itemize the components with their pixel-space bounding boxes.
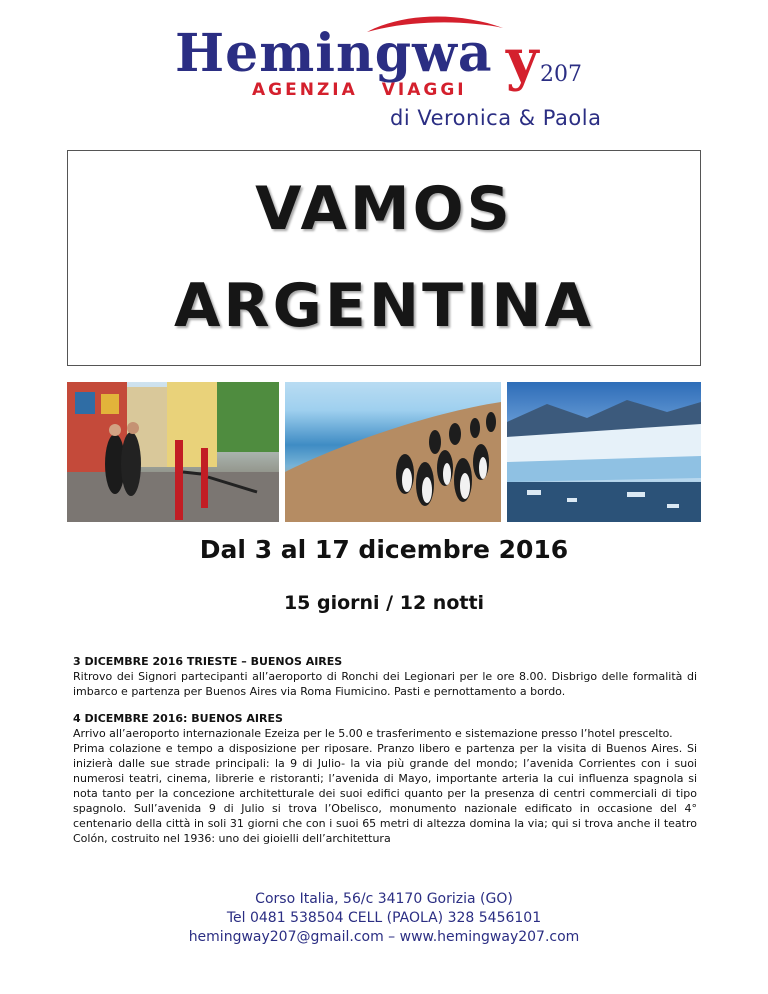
title-box — [67, 150, 701, 366]
logo-subtitle — [252, 80, 467, 100]
footer-phone: Tel 0481 538504 CELL (PAOLA) 328 5456101 — [226, 910, 542, 926]
logo-sub-left: AGENZIA — [252, 80, 358, 100]
title-line-2: ARGENTINA — [174, 271, 594, 341]
day-paragraph: Ritrovo dei Signori partecipanti all’aeroporto di Ronchi dei Legionari per le ore 8.00. Disbrigo delle formalità di imbarco e partenza per Buenos Aires via Roma Fiumicino. Pasti e pernottamento a bordo. — [73, 670, 697, 698]
day-heading: 4 DICEMBRE 2016: BUENOS AIRES — [73, 712, 283, 725]
glacier-scene-icon — [507, 382, 701, 522]
itinerary — [73, 654, 697, 846]
logo-wordmark: Hemingwa — [175, 23, 493, 84]
photo-glacier — [507, 382, 701, 522]
day-heading: 3 DICEMBRE 2016 TRIESTE – BUENOS AIRES — [73, 655, 343, 668]
agency-logo — [150, 12, 630, 132]
logo-exclaim-letter: y — [506, 27, 539, 93]
day-paragraph: Arrivo all’aeroporto internazionale Ezeiza per le 5.00 e trasferimento e sistemazione presso l’hotel prescelto. — [73, 727, 673, 740]
day-paragraph: Prima colazione e tempo a disposizione per riposare. Pranzo libero e partenza per la visita di Buenos Aires. Si inizierà dalle sue strade principali: la 9 di Julio- la via più grande del mondo; l’avenida Corrientes con i suoi numerosi teatri, cinema, librerie e ristoranti; l’avenida di Mayo, importante arteria la cui influenza spagnola si nota tanto per la concezione architetturale dei suoi edifici quanto per la presenza di centri commerciali di tipo spagnolo. Sull’avenida 9 di Julio si trova l’Obelisco, monumento nazionale edificato in occasione del 4° centenario della città in soli 31 giorni che con i suoi 65 metri di altezza domina la via; qui si trova anche il teatro Colón, costruito nel 1936: uno dei gioielli dell’architettura — [73, 742, 697, 845]
tango-scene-icon — [67, 382, 279, 522]
photo-penguins — [285, 382, 501, 522]
contact-footer — [0, 890, 768, 947]
logo-number: 207 — [540, 62, 582, 87]
footer-address: Corso Italia, 56/c 34170 Gorizia (GO) — [255, 891, 513, 907]
logo-signature: di Veronica & Paola — [390, 106, 602, 130]
penguins-scene-icon — [285, 382, 501, 522]
photo-strip — [67, 382, 701, 522]
footer-web[interactable]: hemingway207@gmail.com – www.hemingway207.com — [188, 929, 580, 945]
travel-dates: Dal 3 al 17 dicembre 2016 — [199, 535, 569, 564]
photo-tango — [67, 382, 279, 522]
travel-duration: 15 giorni / 12 notti — [283, 592, 485, 614]
logo-sub-right: VIAGGI — [381, 80, 467, 100]
title-line-1: VAMOS — [255, 174, 513, 244]
